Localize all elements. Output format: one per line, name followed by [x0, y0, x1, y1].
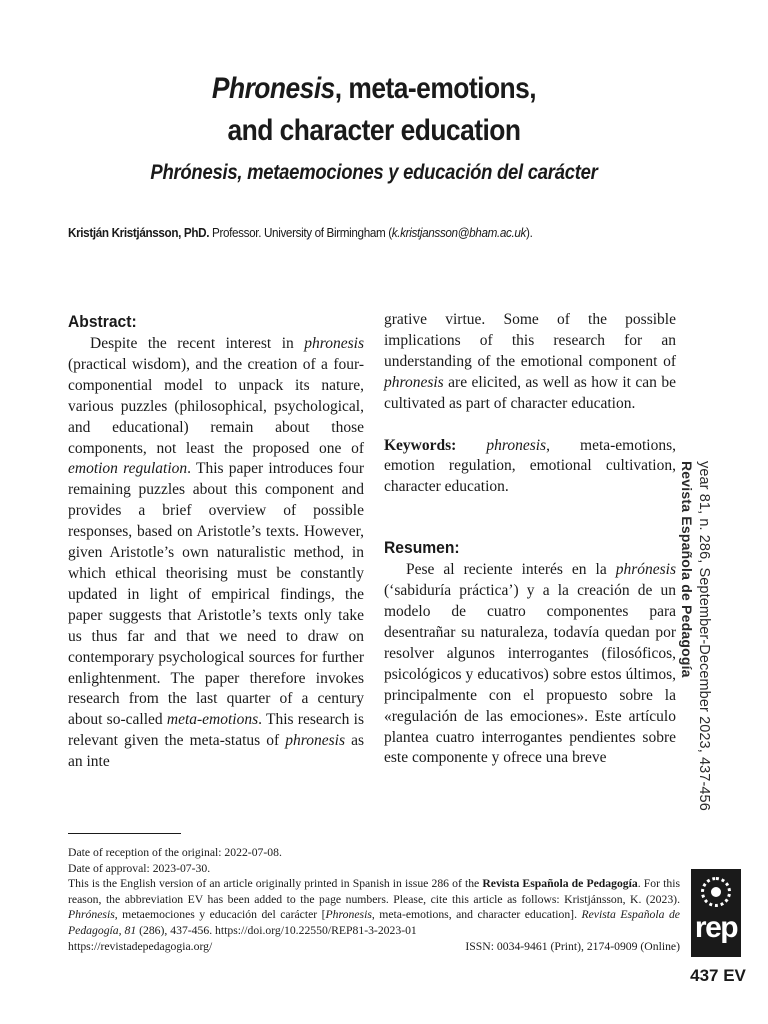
footnotes	[68, 845, 680, 954]
journal-name: Revista Española de Pedagogía	[679, 461, 695, 678]
date-approved: Date of approval: 2023-07-30.	[68, 861, 211, 875]
keywords: Keywords: phronesis, meta-emotions, emotion regulation, emotional cultivation, character education.	[384, 436, 676, 496]
footer-line	[68, 939, 680, 955]
title-italic: Phronesis	[211, 72, 335, 105]
title-line-2: and character education	[227, 114, 521, 147]
side-journal-info	[678, 461, 712, 861]
author-email[interactable]: k.kristjansson@bham.ac.uk	[391, 225, 527, 240]
author-name: Kristján Kristjánsson, PhD.	[68, 225, 210, 240]
title-line-1: Phronesis, meta-emotions,	[211, 72, 537, 105]
footnote-rule	[68, 833, 181, 834]
page-number: 437 EV	[690, 966, 746, 985]
resumen-paragraph: Pese al reciente interés en la phrónesis (‘sabiduría práctica’) y a la creación de un modelo de cuatro componentes para desentrañar su naturaleza, todavía quedan por resolver algunos interrogantes (filosóficos, psicológicos y educativos) sobre estos últimos, principalmente con el propuesto sobre la «regulación de las emociones». Este artículo plantea cuatro interrogantes pendientes sobre este componente y ofrece una breve	[384, 561, 676, 767]
title-block	[60, 68, 688, 188]
left-column	[68, 310, 364, 773]
article-title	[98, 68, 651, 152]
rep-logo	[691, 869, 741, 957]
logo-emblem-icon	[701, 877, 731, 907]
abstract-heading: Abstract:	[68, 312, 137, 331]
author-affiliation: Professor. University of Birmingham (	[209, 225, 392, 240]
date-received: Date of reception of the original: 2022-07-08.	[68, 846, 282, 859]
abstract-paragraph: Despite the recent interest in phronesis (practical wisdom), and the creation of a four-componential model to unpack its nature, various puzzles (philosophical, psychological, and educational) remain about those components, not least the proposed one of emotion regulation. This paper introduces four remaining puzzles about this component and provides a brief overview of possible responses, based on Aristotle’s texts. However, given Aristotle’s own naturalistic method, in which ethical theorising must be constantly updated in light of empirical findings, the paper suggests that Aristotle’s texts only take us thus far and that we need to draw on contemporary psychological sources for further enlightenment. The paper therefore invokes research from the last quarter of a century about so-called meta-emotions. This research is relevant given the meta-status of phronesis as an inte	[68, 335, 364, 771]
logo-text: rep	[694, 911, 738, 944]
journal-url[interactable]: https://revistadepedagogia.org/	[68, 939, 213, 953]
article-subtitle: Phrónesis, metaemociones y educación del carácter	[150, 161, 598, 184]
issn: ISSN: 0034-9461 (Print), 2174-0909 (Online)	[465, 939, 680, 953]
author-line: Kristján Kristjánsson, PhD. Professor. University of Birmingham (k.kristjansson@bham.ac.uk).	[68, 225, 533, 240]
right-column	[384, 310, 676, 769]
keywords-label: Keywords:	[384, 436, 457, 454]
abstract-continuation: grative virtue. Some of the possible implications of this research for an understanding of the emotional component of phronesis are elicited, as well as how it can be cultivated as part of character education.	[384, 311, 676, 412]
citation-note: This is the English version of an article originally printed in Spanish in issue 286 of the Revista Española de Pedagogía. For this reason, the abbreviation EV has been added to the page numbers. Please, cite this article as follows: Kristjánsson, K. (2023). Phrónesis, metaemociones y educación del carácter [Phronesis, meta-emotions, and character education]. Revista Española de Pedagogía, 81 (286), 437-456. https://doi.org/10.22550/REP81-3-2023-01	[68, 877, 680, 937]
resumen-heading: Resumen:	[384, 538, 460, 558]
journal-issue: year 81, n. 286, September-December 2023, 437-456	[696, 461, 712, 811]
